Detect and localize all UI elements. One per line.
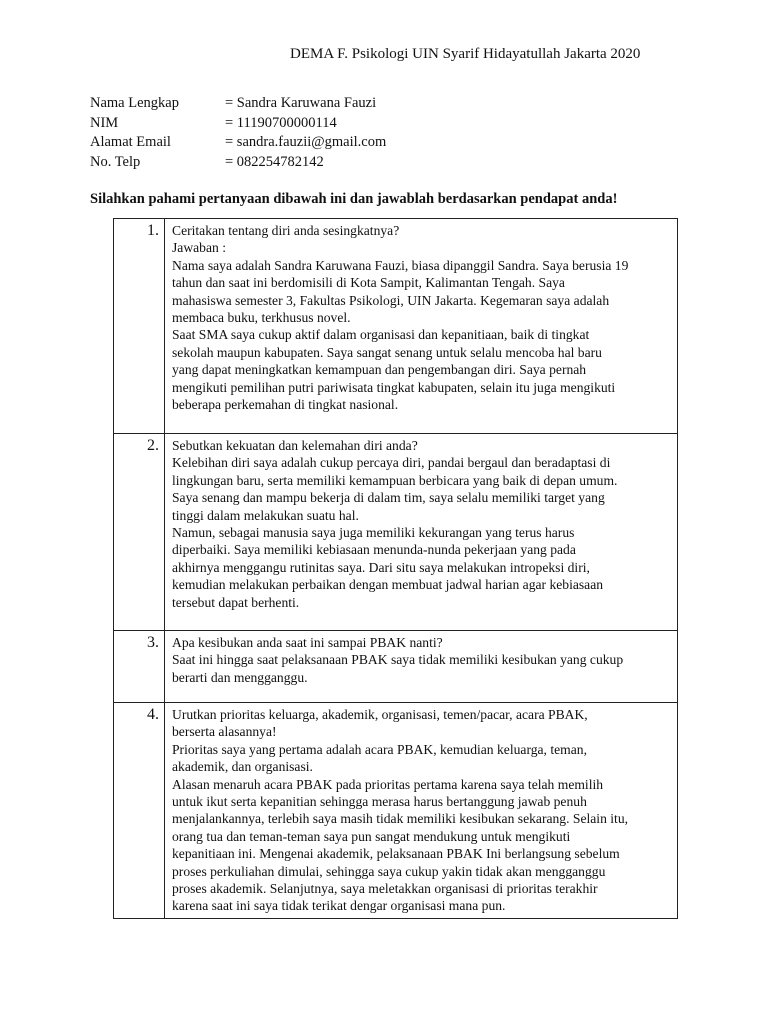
question-text: Sebutkan kekuatan dan kelemahan diri anda? (172, 438, 418, 453)
question-table (113, 218, 678, 919)
answer-text: Jawaban : Nama saya adalah Sandra Karuwana Fauzi, biasa dipanggil Sandra. Saya berusia 19 tahun dan saat ini berdomisili di Kota Sampit, Kalimantan Tengah. Saya mahasiswa semester 3, Fakultas Psikologi, UIN Jakarta. Kegemaran saya adalah membaca buku, terkhusus novel. Saat SMA saya cukup aktif dalam organisasi dan kepanitiaan, baik di tingkat sekolah maupun kabupaten. Saya sangat senang untuk selalu mencoba hal baru yang dapat meningkatkan kemampuan dan pengembangan diri. Saya pernah mengikuti pemilihan putri pariwisata tingkat kabupaten, selain itu juga mengikuti beberapa perkemahan di tingkat nasional. (172, 240, 629, 413)
question-cell (165, 703, 678, 919)
info-label: Nama Lengkap (90, 95, 179, 111)
question-text: Urutkan prioritas keluarga, akademik, organisasi, temen/pacar, acara PBAK, berserta alasannya! (172, 707, 588, 740)
info-value: = 11190700000114 (225, 114, 337, 131)
question-number: 2. (114, 434, 165, 631)
info-label: NIM (90, 114, 119, 131)
question-number: 1. (114, 219, 165, 434)
question-text: Ceritakan tentang diri anda sesingkatnya? (172, 223, 400, 238)
table-row (114, 219, 678, 434)
table-row (114, 434, 678, 631)
info-row-name (90, 94, 386, 114)
info-label: No. Telp (90, 153, 141, 170)
answer-text: Prioritas saya yang pertama adalah acara PBAK, kemudian keluarga, teman, akademik, dan organisasi. Alasan menaruh acara PBAK pada prioritas pertama karena saya telah memilih untuk ikut serta kepanitian sehingga merasa harus bertanggung jawab penuh menjalankannya, terlebih saya masih tidak memiliki kesibukan sekarang. Selain itu, orang tua dan teman-teman saya pun sangat mendukung untuk mengikuti kepanitiaan ini. Mengenai akademik, pelaksanaan PBAK Ini berlangsung sebelum proses perkuliahan dimulai, sehingga saya cukup yakin tidak akan mengganggu proses akademik. Selanjutnya, saya meletakkan organisasi di prioritas terakhir karena saat ini saya tidak terikat dengar organisasi mana pun. (172, 741, 629, 914)
info-value: = 082254782142 (225, 153, 324, 170)
question-number: 4. (114, 703, 165, 919)
question-number: 3. (114, 631, 165, 703)
answer-text: Kelebihan diri saya adalah cukup percaya diri, pandai bergaul dan beradaptasi di lingkungan baru, serta memiliki kemampuan berbicara yang baik di depan umum. Saya senang dan mampu bekerja di dalam tim, saya selalu memiliki target yang tinggi dalam melakukan suatu hal. Namun, sebagai manusia saya juga memiliki kekurangan yang terus harus diperbaiki. Saya memiliki kebiasaan menunda-nunda pekerjaan yang pada akhirnya menggangu rutinitas saya. Dari situ saya melakukan intropeksi diri, kemudian melakukan perbaikan dengan membuat jadwal harian agar kebiasaan tersebut dapat berhenti. (172, 455, 618, 610)
question-cell (165, 434, 678, 631)
table-row (114, 703, 678, 919)
info-value: = Sandra Karuwana Fauzi (225, 95, 377, 111)
answer-text: Saat ini hingga saat pelaksanaan PBAK saya tidak memiliki kesibukan yang cukup berarti dan mengganggu. (172, 652, 624, 685)
instruction-text: Silahkan pahami pertanyaan dibawah ini dan jawablah berdasarkan pendapat anda! (90, 191, 618, 207)
question-cell (165, 631, 678, 703)
info-row-email (90, 133, 386, 153)
question-cell (165, 219, 678, 434)
question-text: Apa kesibukan anda saat ini sampai PBAK nanti? (172, 635, 443, 650)
table-row (114, 631, 678, 703)
info-value: = sandra.fauzii@gmail.com (225, 134, 387, 150)
info-label: Alamat Email (90, 134, 171, 150)
document-header: DEMA F. Psikologi UIN Syarif Hidayatullah Jakarta 2020 (290, 46, 641, 62)
info-row-phone (90, 153, 386, 173)
info-row-nim (90, 114, 386, 134)
identity-block (90, 94, 386, 172)
